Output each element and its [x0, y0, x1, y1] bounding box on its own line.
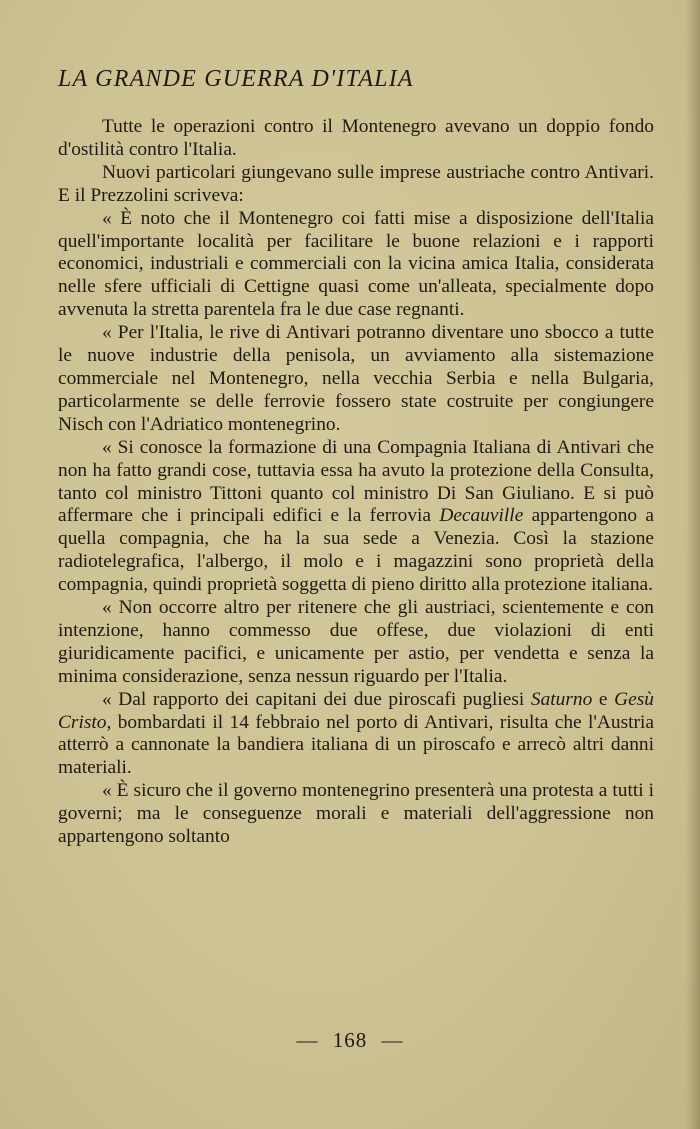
- text-run: « È sicuro che il governo montenegrino presenterà una protesta a tutti i governi; ma le conseguenze morali e materiali dell'aggressione non appartengono soltanto: [58, 780, 654, 848]
- text-run: « È noto che il Montenegro coi fatti mise a disposizione dell'Italia quell'importante località per facilitare le buone relazioni e i rapporti economici, industriali e commerciali con la vicina amica Italia, considerata nelle sfere ufficiali di Cettigne quasi come un'alleata, specialmente dopo avvenuta la stretta parentela fra le due case regnanti.: [58, 207, 654, 321]
- paragraph: [58, 116, 654, 162]
- italic-text: Gesù Cristo: [58, 688, 655, 733]
- running-title: LA GRANDE GUERRA D'ITALIA: [58, 66, 414, 92]
- italic-text: Saturno: [530, 688, 593, 710]
- folio-dash-right: —: [381, 1028, 404, 1052]
- paragraph: [58, 689, 654, 781]
- text-run: appartengono a quella compagnia, che ha la sua sede a Venezia. Così la stazione radiotelegrafica, l'albergo, il molo e i magazzini sono proprietà della compagnia, quindi proprietà soggetta di pieno diritto alla protezione italiana.: [58, 505, 654, 596]
- text-run: « Per l'Italia, le rive di Antivari potranno diventare uno sbocco a tutte le nuove industrie della penisola, un avviamento alla sistemazione commerciale nel Montenegro, nella vecchia Serbia e nella Bulgaria, particolarmente se delle ferrovie fossero state costruite per congiungere Nisch con l'Adriatico montenegrino.: [58, 322, 654, 435]
- folio-dash-left: —: [296, 1028, 319, 1052]
- text-run: Nuovi particolari giungevano sulle imprese austriache contro Antivari. E il Prezzolini scriveva:: [58, 161, 654, 206]
- italic-text: Decauville: [439, 505, 524, 527]
- text-run: « Non occorre altro per ritenere che gli austriaci, scientemente e con intenzione, hanno commesso due offese, due violazioni di enti giuridicamente pacifici, e unicamente per astio, per vendetta e senza la minima considerazione, senza nessun riguardo per l'Italia.: [58, 597, 654, 687]
- page-number: [0, 1028, 700, 1053]
- paragraph: [58, 437, 654, 597]
- page-number-value: 168: [332, 1028, 368, 1052]
- paragraph: [58, 208, 654, 323]
- paragraph: [58, 780, 654, 849]
- text-run: e: [592, 688, 615, 710]
- body-text: [58, 116, 654, 849]
- text-run: Tutte le operazioni contro il Montenegro avevano un doppio fondo d'ostilità contro l'Italia.: [58, 116, 654, 160]
- paragraph: [58, 322, 654, 437]
- paragraph: [58, 162, 654, 208]
- text-run: « Dal rapporto dei capitani dei due piroscafi pugliesi: [102, 688, 531, 710]
- text-run: « Si conosce la formazione di una Compagnia Italiana di Antivari che non ha fatto grandi cose, tuttavia essa ha avuto la protezione della Consulta, tanto col ministro Tittoni quanto col ministro Di San Giuliano. E si può affermare che i principali edifici e la ferrovia: [58, 436, 654, 527]
- page-edge-shadow: [686, 0, 700, 1129]
- paragraph: [58, 597, 654, 689]
- text-run: , bombardati il 14 febbraio nel porto di Antivari, risulta che l'Austria atterrò a cannonate la bandiera italiana di un piroscafo e arrecò altri danni materiali.: [58, 711, 654, 779]
